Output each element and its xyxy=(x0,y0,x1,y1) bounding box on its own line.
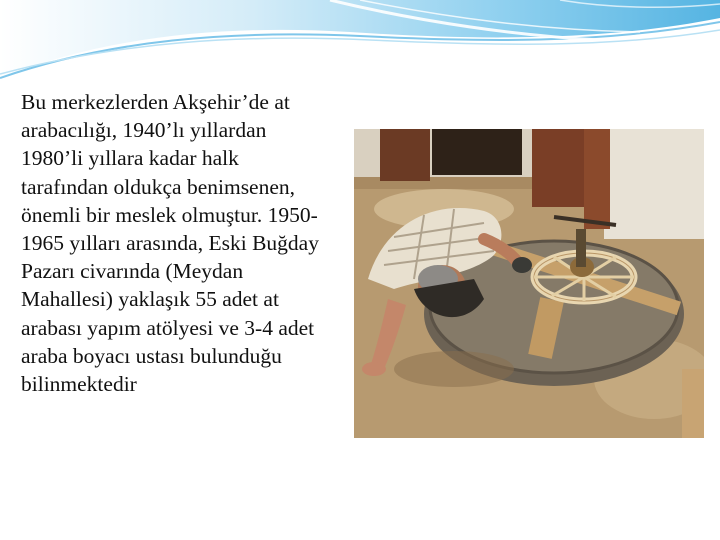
wheelwright-photo xyxy=(354,129,704,438)
body-text: Bu merkezlerden Akşehir’de at arabacılığı, 1940’lı yıllardan 1980’li yıllara kadar halk tarafından oldukça benimsenen, önemli bir meslek olmuştur. 1950-1965 yılları arasında, Eski Buğday Pazarı civarında (Meydan Mahallesi) yaklaşık 55 adet at arabası yapım atölyesi ve 3-4 adet araba boyacı ustası bulunduğu bilinmektedir xyxy=(21,90,319,397)
header-wave-decoration xyxy=(0,0,720,90)
